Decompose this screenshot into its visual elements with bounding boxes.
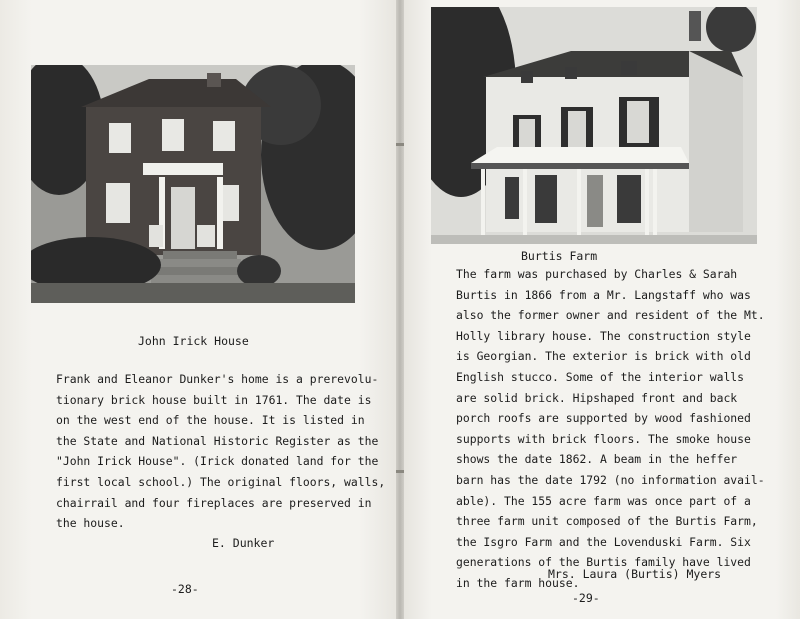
- body-line: "John Irick House". (Irick donated land for the: [56, 454, 379, 469]
- body-line: The farm was purchased by Charles & Sarah: [456, 267, 738, 281]
- page-number: -28-: [171, 582, 199, 596]
- body-line: porch roofs are supported by wood fashioned: [456, 411, 751, 426]
- book-gutter: [396, 0, 404, 619]
- body-line: the Isgro Farm and the Lovenduski Farm. Six: [456, 534, 751, 549]
- body-line: are solid brick. Hipshaped front and back: [456, 390, 738, 405]
- body-line: supports with brick floors. The smoke house: [456, 431, 751, 446]
- author-signature: Mrs. Laura (Burtis) Myers: [548, 567, 722, 581]
- body-line: Burtis in 1866 from a Mr. Langstaff who was: [456, 287, 751, 302]
- staple-bottom: [396, 470, 404, 473]
- body-line: is Georgian. The exterior is brick with old: [456, 349, 751, 364]
- right-page: [400, 0, 800, 619]
- body-line: on the west end of the house. It is listed in: [56, 413, 365, 428]
- page-number: -29-: [572, 591, 600, 605]
- farmhouse-photo: [431, 7, 757, 244]
- body-line: Frank and Eleanor Dunker's home is a prerevolu-: [56, 372, 379, 386]
- photo-caption: John Irick House: [138, 334, 249, 348]
- body-line: three farm unit composed of the Burtis Farm,: [456, 514, 758, 529]
- author-signature: E. Dunker: [212, 536, 275, 550]
- staple-top: [396, 143, 404, 146]
- body-line: tionary brick house built in 1761. The date is: [56, 392, 372, 407]
- house-photo: [31, 65, 355, 303]
- body-line: Holly library house. The construction style: [456, 328, 751, 343]
- body-line: the State and National Historic Register as the: [56, 433, 379, 448]
- article-body: [456, 264, 776, 594]
- body-line: English stucco. Some of the interior walls: [456, 369, 745, 384]
- body-line: able). The 155 acre farm was once part of a: [456, 493, 751, 508]
- body-line: chairrail and four fireplaces are preserved in: [56, 495, 372, 510]
- body-line: the house.: [56, 516, 125, 531]
- article-body: [56, 369, 386, 534]
- burtis-farm-image: [431, 7, 757, 244]
- body-line: shows the date 1862. A beam in the heffer: [456, 452, 738, 467]
- body-line: also the former owner and resident of the Mt.: [456, 308, 765, 323]
- body-line: barn has the date 1792 (no information avail-: [456, 472, 765, 487]
- body-line: generations of the Burtis family have lived: [456, 555, 751, 570]
- body-line: first local school.) The original floors, walls,: [56, 474, 386, 489]
- photo-caption: Burtis Farm: [521, 249, 598, 263]
- john-irick-house-image: [31, 65, 355, 303]
- body-line: in the farm house.: [456, 575, 580, 590]
